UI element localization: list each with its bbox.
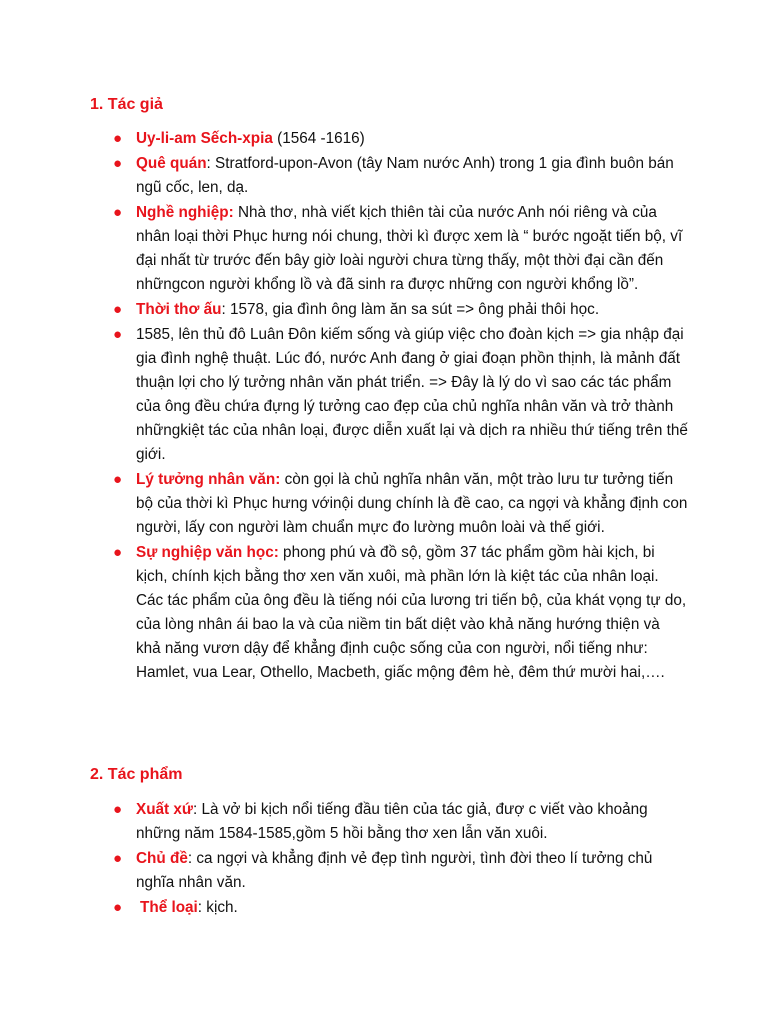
bullet-icon: ● [113,899,123,916]
item-text: phong phú và đồ sộ, gồm 37 tác phẩm gồm hài kịch, bi kịch, chính kịch bằng thơ xen văn xuôi, mà phần lớn là kiệt tác của nhân loại. Các tác phẩm của ông đều là tiếng nói của lương tri tiến bộ, của khát vọng tự do, của lòng nhân ái bao la và của niềm tin bất diệt vào khả năng hướng thiện và khả năng vươn dậy để khẳng định cuộc sống của con người, nổi tiếng như: Hamlet, vua Lear, Othello, Macbeth, giấc mộng đêm hè, đêm thứ mười hai,…. [136,544,687,681]
section-heading-author: 1. Tác giả [90,96,163,113]
author-list [0,127,768,686]
bullet-icon: ● [113,301,123,318]
item-text: : kịch. [197,899,238,916]
item-label: Thể loại [140,899,198,916]
list-item [0,798,768,846]
list-item [0,298,768,322]
bullet-icon: ● [113,850,123,867]
item-label: Lý tưởng nhân văn: [136,471,281,488]
bullet-icon: ● [113,130,123,147]
item-label: Thời thơ ấu [136,301,222,318]
bullet-icon: ● [113,544,123,561]
list-item [0,541,768,685]
list-item [0,152,768,200]
item-text: : ca ngợi và khẳng định vẻ đẹp tình người, tình đời theo lí tưởng chủ nghĩa nhân văn. [136,850,653,891]
list-item [0,847,768,895]
item-text: còn gọi là chủ nghĩa nhân văn, một trào lưu tư tưởng tiến bộ của thời kì Phục hưng vớinội dung chính là đề cao, ca ngợi và khẳng định con người, lấy con người làm chuẩn mực đo lường muôn loài và thế giới. [136,471,688,536]
bullet-icon: ● [113,204,123,221]
item-text: : Là vở bi kịch nổi tiếng đầu tiên của tác giả, đượ c viết vào khoảng những năm 1584-1585,gồm 5 hồi bằng thơ xen lẫn văn xuôi. [136,801,648,842]
section-heading-work: 2. Tác phẩm [90,766,183,783]
bullet-icon: ● [113,471,123,488]
item-text: : Stratford-upon-Avon (tây Nam nước Anh) trong 1 gia đình buôn bán ngũ cốc, len, dạ. [136,155,674,196]
list-item [0,896,768,920]
item-text: : 1578, gia đình ông làm ăn sa sút => ông phải thôi học. [221,301,600,318]
item-label: Nghề nghiệp: [136,204,234,221]
item-text: Nhà thơ, nhà viết kịch thiên tài của nước Anh nói riêng và của nhân loại thời Phục hưng nói chung, thời kì được xem là “ bước ngoặt tiến bộ, vĩ đại nhất từ trước đến bây giờ loài người chưa từng thấy, một thời đại cần đến nhữngcon người khổng lồ và đã sinh ra được những con người khổng lồ”. [136,204,683,293]
item-label: Quê quán [136,155,207,172]
work-list [0,798,768,921]
list-item [0,323,768,467]
list-item [0,127,768,151]
item-label: Sự nghiệp văn học: [136,544,279,561]
item-label: Chủ đề [136,850,188,867]
item-text: 1585, lên thủ đô Luân Đôn kiếm sống và giúp việc cho đoàn kịch => gia nhập đại gia đình nghệ thuật. Lúc đó, nước Anh đang ở giai đoạn phồn thịnh, là mảnh đất thuận lợi cho lý tưởng nhân văn phát triển. => Đây là lý do vì sao các tác phẩm của ông đều chứa đựng lý tưởng cao đẹp của chủ nghĩa nhân văn và trở thành nhữngkiệt tác của nhân loại, được diễn xuất lại và dịch ra nhiều thứ tiếng trên thế giới. [136,326,688,463]
list-item [0,468,768,540]
bullet-icon: ● [113,801,123,818]
list-item [0,201,768,297]
item-text: (1564 -1616) [272,130,365,147]
bullet-icon: ● [113,155,123,172]
bullet-icon: ● [113,326,123,343]
item-label: Xuất xứ [136,801,193,818]
item-label: Uy-li-am Sếch-xpia [136,130,273,147]
